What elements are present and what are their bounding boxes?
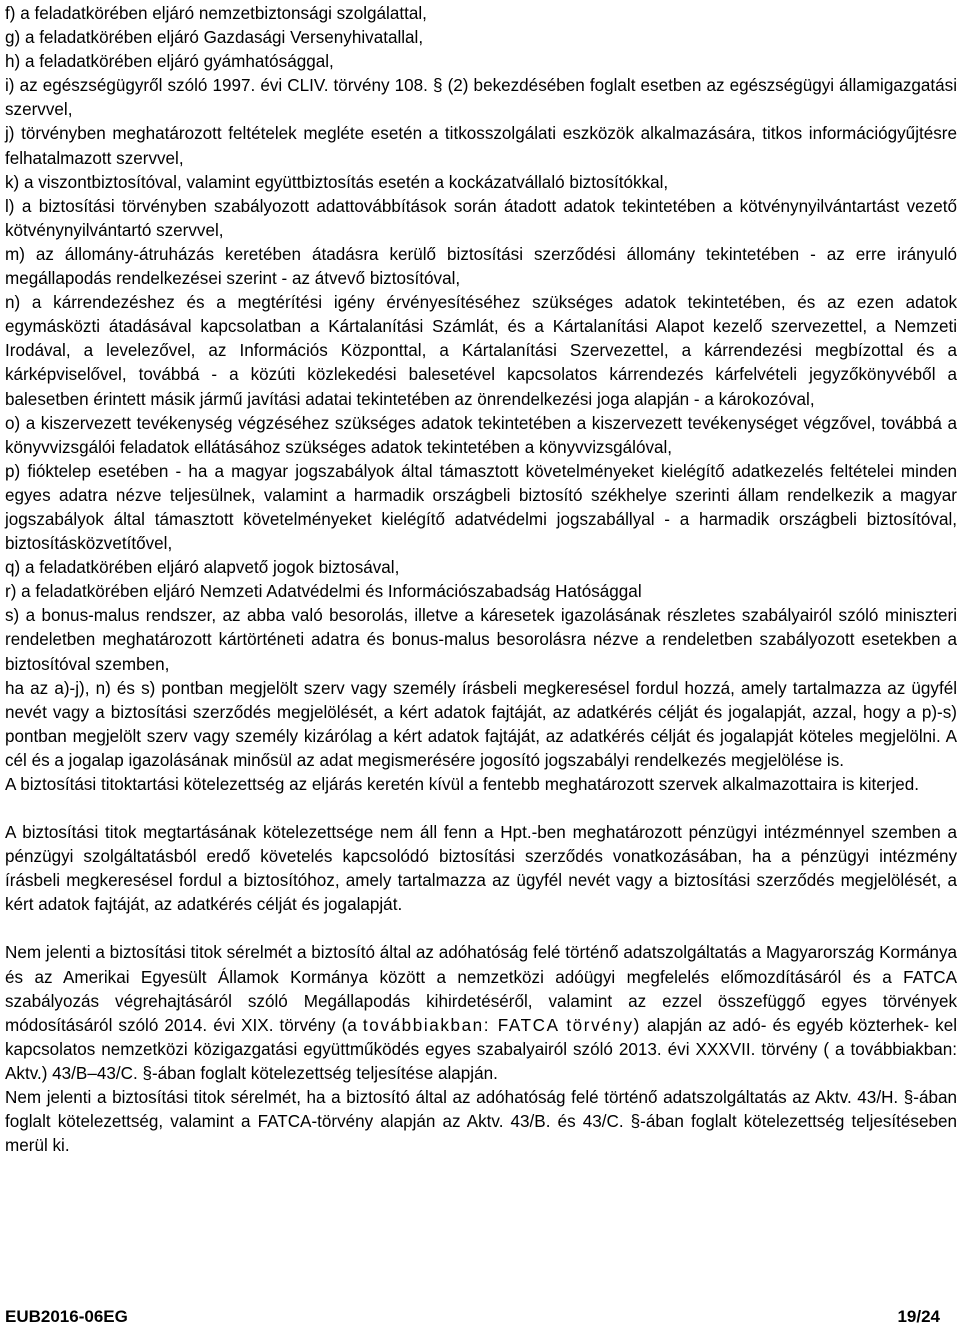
list-item-s: s) a bonus-malus rendszer, az abba való besorolás, illetve a káresetek igazolásának részletes szabályairól szóló miniszteri rendeletben meghatározott kártörténeti adatra és bonus-malus besorolásra nézve a rendeletben szabályozott esetekben a biztosítóval szemben, (5, 606, 957, 674)
list-item-m: m) az állomány-átruházás keretében átadásra kerülő biztosítási szerződési állomány tekintetében - az erre irányuló megállapodás rendelkezései szerint - az átvevő biztosítóval, (5, 244, 957, 289)
fatca-text-start: Nem jelenti a biztosítási titok sérelmét a biztosító által az adóhatóság felé történő adatszolgáltatás a Magyarország Kormánya és az Amerikai Egyesült Államok Kormánya között a nemzetközi adóügyi megfelelés előmozdításáról és a FATCA szabályozás végrehajtásáról szóló Megállapodás kihirdetéséről, valamint az ezzel összefüggő egyes törvények módosításáról szóló 2014. évi XIX. törvény (a (5, 943, 957, 1035)
page-number: 19/24 (897, 1307, 940, 1326)
scope-paragraph: A biztosítási titoktartási kötelezettség az eljárás keretén kívül a fentebb meghatározott szervek alkalmazottaira is kiterjed. (5, 775, 920, 794)
list-item-q: q) a feladatkörében eljáró alapvető jogok biztosával, (5, 558, 400, 578)
document-code: EUB2016-06EG (5, 1307, 128, 1326)
list-item-j: j) törvényben meghatározott feltételek megléte esetén a titkosszolgálati eszközök alkalmazására, titkos információgyűjtésre felhatalmazott szervvel, (5, 124, 957, 168)
condition-paragraph: ha az a)-j), n) és s) pontban megjelölt szerv vagy személy írásbeli megkeresésel fordul hozzá, amely tartalmazza az ügyfél nevét vagy a biztosítási szerződés megjelölését, a kért adatok fajtáját, az adatkérés célját és jogalapját, azzal, hogy a p)-s) pontban megjelölt szerv vagy személy kizárólag a kért adatok fajtáját, az adatkérés célját és jogalapját köteles megjelölni. A cél és a jogalap igazolásának minősül az adat megismerésére jogosító jogszabályi rendelkezés megjelölése is. (5, 678, 957, 770)
fatca-paragraph (5, 941, 957, 1086)
list-item-p: p) fióktelep esetében - ha a magyar jogszabályok által támasztott követelményeket kielégítő adatkezelés feltételei minden egyes adatra nézve teljesülnek, valamint a harmadik országbeli biztosító székhelye szerinti állam rendelkezik a magyar jogszabályok által támasztott követelményeket kielégítő adatvédelmi jogszabállyal - a harmadik országbeli biztosítóval, biztosításközvetítővel, (5, 461, 957, 554)
list-item-f: f) a feladatkörében eljáró nemzetbiztonsági szolgálattal, (5, 4, 427, 23)
hpt-paragraph: A biztosítási titok megtartásának kötelezettsége nem áll fenn a Hpt.-ben meghatározott pénzügyi intézménnyel szemben a pénzügyi szolgáltatásból eredő követelés kapcsolódó biztosítási szerződés vonatkozásában, ha a pénzügyi intézmény írásbeli megkeresésel fordul a biztosítóhoz, amely tartalmazza az ügyfél nevét vagy a biztosítási szerződés megjelölését, a kért adatok fajtáját, az adatkérés célját és jogalapját. (5, 823, 957, 915)
aktv-paragraph: Nem jelenti a biztosítási titok sérelmét, ha a biztosító által az adóhatóság felé történő adatszolgáltatás az Aktv. 43/H. §-ában foglalt kötelezettség, valamint a FATCA-törvény alapján az Aktv. 43/B. és 43/C. §-ában foglalt kötelezettség teljesítéseben merül ki. (5, 1088, 957, 1156)
paragraph-gap (5, 797, 957, 821)
list-item-i: i) az egészségügyről szóló 1997. évi CLIV. törvény 108. § (2) bekezdésében foglalt esetben az egészségügyi államigazgatási szervvel, (5, 76, 957, 120)
fatca-text-end: alapján az adó- és egyéb közterhek- kel kapcsolatos nemzetközi közigazgatási együttműködés egyes szabalyairól szóló 2013. évi XXXVII. törvény ( a továbbiakban: Aktv.) 43/B–43/C. §-ában foglalt kötelezettség teljesítése alapján. (5, 1015, 957, 1083)
page-footer (5, 1307, 940, 1327)
list-item-r: r) a feladatkörében eljáró Nemzeti Adatvédelmi és Információszabadság Hatósággal (5, 582, 642, 602)
list-item-h: h) a feladatkörében eljáró gyámhatósággal, (5, 52, 334, 72)
list-item-n: n) a kárrendezéshez és a megtérítési igény érvényesítéséhez szükséges adatok tekintetében, és az ezen adatok egymásközti átadásával kapcsolatban a Kártalanítási Számlát, és a Kártalanítási Alapot kezelő szervezettel, a Nemzeti Irodával, a levelezővel, az Információs Központtal, a Kártalanítási Szervezettel, a kárrendezési megbízottal és a kárképviselővel, továbbá - a közúti közlekedési balesetével kapcsolatos kárrendezés kárfelvételi jegyzőkönyvéből a balesetben érintett másik jármű javítási adatai tekintetében az önrendelkezési joga alapján - a károkozóval, (5, 293, 957, 409)
fatca-defined-term: továbbiakban: FATCA törvény) (362, 1015, 641, 1035)
paragraph-gap (5, 917, 957, 941)
list-item-g: g) a feladatkörében eljáró Gazdasági Versenyhivatallal, (5, 28, 424, 48)
document-page (5, 2, 957, 1158)
list-item-o: o) a kiszervezett tevékenység végzéséhez szükséges adatok tekintetében a kiszervezett tevékenységet végzővel, továbbá a könyvvizsgálói feladatok ellátásához szükséges adatok tekintetében a könyvvizsgálóval, (5, 413, 957, 457)
list-item-l: l) a biztosítási törvényben szabályozott adattovábbítások során átadott adatok tekintetében a kötvénynyilvántartást vezető kötvénynyilvántartó szervvel, (5, 196, 957, 240)
list-item-k: k) a viszontbiztosítóval, valamint együttbiztosítás esetén a kockázatvállaló biztosítókkal, (5, 172, 669, 192)
